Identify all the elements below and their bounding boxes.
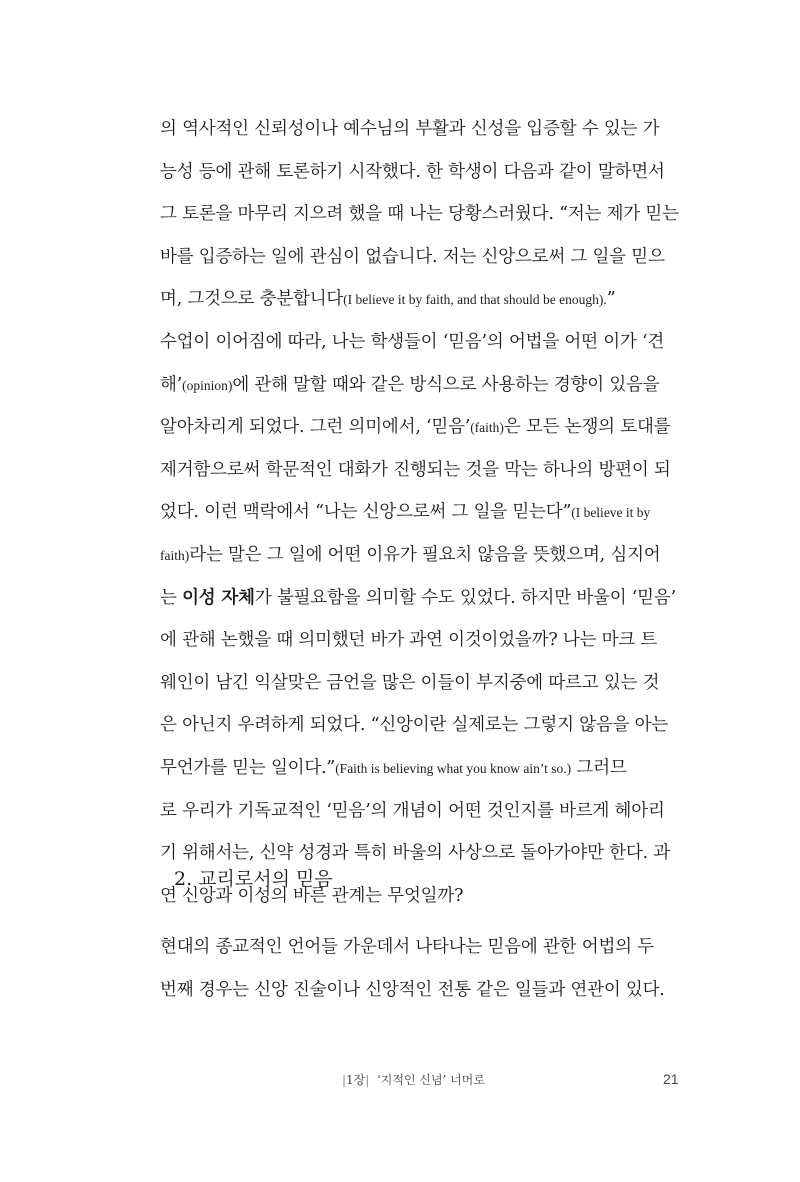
- text-segment: 그 토론을 마무리 지으려 했을 때 나는 당황스러웠다. “저는 제가 믿는: [160, 204, 679, 225]
- text-line: [160, 108, 680, 151]
- text-segment: 바를 입증하는 일에 관심이 없습니다. 저는 신앙으로써 그 일을 믿으: [160, 246, 665, 267]
- text-segment: 해’: [160, 374, 183, 395]
- text-line: [160, 747, 680, 790]
- page-number: 21: [663, 1071, 679, 1087]
- text-line: [160, 969, 680, 1012]
- text-segment: 에 관해 논했을 때 의미했던 바가 과연 이것이었을까? 나는 마크 트: [160, 630, 658, 651]
- text-segment: 기 위해서는, 신약 성경과 특히 바울의 사상으로 돌아가야만 한다. 과: [160, 843, 671, 864]
- text-line: [160, 534, 680, 577]
- text-segment: 제거함으로써 학문적인 대화가 진행되는 것을 막는 하나의 방편이 되: [160, 459, 671, 480]
- text-segment: 에 관해 말할 때와 같은 방식으로 사용하는 경향이 있음을: [232, 374, 660, 395]
- text-segment: 로 우리가 기독교적인 ‘믿음’의 개념이 어떤 것인지를 바르게 헤아리: [160, 800, 665, 821]
- text-line: [160, 491, 680, 534]
- english-gloss: (opinion): [182, 377, 233, 393]
- text-segment: 의 역사적인 신뢰성이나 예수님의 부활과 신성을 입증할 수 있는 가: [160, 119, 660, 139]
- text-segment: 은 모든 논쟁의 토대를: [503, 417, 671, 438]
- text-line: [160, 236, 680, 279]
- english-gloss: (I believe it by faith, and that should be enough).: [343, 292, 607, 308]
- text-segment: 현대의 종교적인 언어들 가운데서 나타나는 믿음에 관한 어법의 두: [160, 937, 654, 957]
- chapter-title: ‘지적인 신념’ 너머로: [376, 1073, 485, 1087]
- text-line: [160, 321, 680, 364]
- text-segment: 알아차리게 되었다. 그런 의미에서, ‘믿음’: [160, 417, 471, 438]
- text-segment: 가 불필요함을 의미할 수도 있었다. 하지만 바울이 ‘믿음’: [254, 587, 676, 608]
- text-line: [160, 619, 680, 662]
- text-segment: 수업이 이어짐에 따라, 나는 학생들이 ‘믿음’의 어법을 어떤 이가 ‘견: [160, 331, 665, 352]
- text-line: [160, 662, 680, 705]
- text-line: [160, 449, 680, 492]
- text-line: [160, 790, 680, 833]
- chapter-number: 1장: [346, 1073, 366, 1087]
- text-segment: 능성 등에 관해 토론하기 시작했다. 한 학생이 다음과 같이 말하면서: [160, 161, 665, 182]
- english-gloss: (Faith is believing what you know ain’t so.): [335, 760, 572, 776]
- emphasis-text: 이성 자체: [182, 587, 255, 608]
- text-segment: ”: [606, 289, 616, 310]
- text-line: [160, 151, 680, 194]
- running-footer-chapter: |1장| ‘지적인 신념’ 너머로: [342, 1073, 485, 1087]
- text-segment: 웨인이 남긴 익살맞은 금언을 많은 이들이 부지중에 따르고 있는 것: [160, 672, 660, 693]
- text-segment: 은 아닌지 우려하게 되었다. “신앙이란 실제로는 그렇지 않음을 아는: [160, 715, 669, 736]
- english-gloss: faith): [160, 547, 190, 563]
- text-segment: 무언가를 믿는 일이다.”: [160, 757, 336, 778]
- body-paragraph-2: [160, 926, 680, 1011]
- text-segment: 는: [160, 587, 183, 608]
- english-gloss: (I believe it by: [571, 505, 651, 521]
- text-segment: 었다. 이런 맥락에서 “나는 신앙으로써 그 일을 믿는다”: [160, 502, 572, 523]
- body-paragraph-1: [160, 108, 680, 917]
- text-segment: 그러므: [571, 757, 627, 778]
- section-heading: 2. 교리로서의 믿음: [174, 868, 333, 890]
- text-line: [160, 577, 680, 620]
- text-segment: 연 신앙과 이성의 바른 관계는 무엇일까?: [160, 885, 464, 906]
- text-segment: 번째 경우는 신앙 진술이나 신앙적인 전통 같은 일들과 연관이 있다.: [160, 979, 665, 1000]
- text-segment: 며, 그것으로 충분합니다: [160, 289, 344, 310]
- english-gloss: (faith): [470, 420, 504, 436]
- text-line: [160, 364, 680, 407]
- text-line: [160, 704, 680, 747]
- page-footer: [0, 1071, 800, 1091]
- text-line: [160, 278, 680, 321]
- text-line: [160, 926, 680, 969]
- text-line: [160, 193, 680, 236]
- text-segment: 라는 말은 그 일에 어떤 이유가 필요치 않음을 뜻했으며, 심지어: [189, 544, 661, 565]
- text-line: [160, 406, 680, 449]
